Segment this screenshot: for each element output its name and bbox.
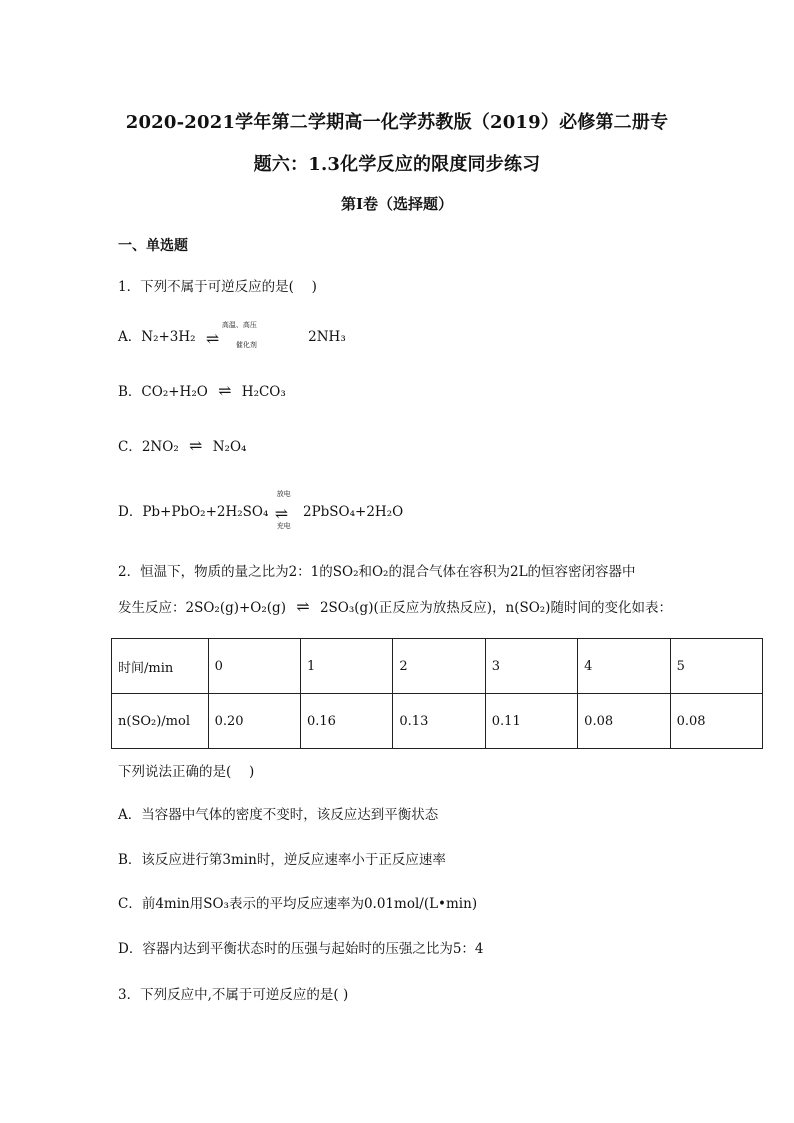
q1-option-a — [118, 320, 346, 350]
table-cell: 时间/min — [112, 639, 209, 694]
section-heading: 一、单选题 — [118, 238, 188, 254]
equation-right: N₂O₄ — [212, 439, 247, 455]
q2-prompt: 下列说法正确的是( ) — [118, 764, 255, 780]
option-label: A． — [118, 329, 142, 345]
equation-left: 2NO₂ — [141, 439, 179, 455]
reversible-arrow-icon: ⇌ — [205, 328, 220, 348]
stem-part-a: 发生反应：2SO₂(g)+O₂(g) — [118, 600, 286, 616]
q3-stem: 3．下列反应中,不属于可逆反应的是( ) — [118, 987, 349, 1003]
table-cell: 0.13 — [393, 694, 485, 749]
table-cell: 3 — [485, 639, 577, 694]
table-cell: 0 — [208, 639, 300, 694]
condition-bottom: 充电 — [276, 521, 291, 530]
q2-stem-line1: 2．恒温下，物质的量之比为2：1的SO₂和O₂的混合气体在容积为2L的恒容密闭容器中 — [118, 564, 636, 580]
equation-right: 2PbSO₄+2H₂O — [302, 504, 404, 520]
reversible-arrow-icon: ⇌ — [296, 597, 310, 616]
table-cell: 4 — [578, 639, 670, 694]
reversible-arrow-icon: ⇌ — [274, 503, 289, 523]
table-cell: 2 — [393, 639, 485, 694]
q1-option-d — [118, 489, 404, 530]
q1-option-b — [118, 380, 286, 400]
volume-heading: 第I卷（选择题） — [340, 195, 454, 213]
q2-option-a: A．当容器中气体的密度不变时，该反应达到平衡状态 — [118, 807, 439, 823]
table-cell: 1 — [301, 639, 393, 694]
condition-bottom: 催化剂 — [235, 340, 257, 349]
option-label: D． — [118, 504, 143, 520]
reversible-arrow-icon: ⇌ — [218, 381, 232, 400]
equation-right: 2NH₃ — [308, 329, 346, 345]
option-label: C． — [118, 439, 142, 455]
table-row-header — [112, 639, 763, 694]
charge-discharge-arrow — [273, 489, 299, 530]
stem-part-b: 2SO₃(g)(正反应为放热反应)，n(SO₂)随时间的变化如表： — [319, 600, 672, 616]
q2-option-d: D．容器内达到平衡状态时的压强与起始时的压强之比为5：4 — [118, 941, 484, 957]
equation-left: Pb+PbO₂+2H₂SO₄ — [142, 504, 269, 520]
condition-top: 高温、高压 — [221, 320, 257, 329]
table-cell: n(SO₂)/mol — [112, 694, 209, 749]
q1-option-c — [118, 435, 246, 455]
option-label: B． — [118, 384, 142, 400]
reversible-arrow-icon: ⇌ — [189, 436, 203, 455]
table-cell: 0.16 — [301, 694, 393, 749]
table-cell: 0.11 — [485, 694, 577, 749]
equation-right: H₂CO₃ — [241, 384, 286, 400]
equation-left: N₂+3H₂ — [141, 329, 196, 345]
q2-option-b: B．该反应进行第3min时，逆反应速率小于正反应速率 — [118, 852, 446, 868]
condition-top: 放电 — [276, 489, 291, 498]
table-row — [112, 694, 763, 749]
q2-option-c: C．前4min用SO₃表示的平均反应速率为0.01mol/(L•min) — [118, 896, 478, 912]
table-cell: 0.20 — [208, 694, 300, 749]
reversible-arrow-with-conditions — [200, 320, 304, 350]
table-cell: 0.08 — [578, 694, 670, 749]
table-cell: 0.08 — [670, 694, 762, 749]
doc-title-line2: 题六：1.3化学反应的限度同步练习 — [253, 154, 541, 175]
table-cell: 5 — [670, 639, 762, 694]
q2-stem-line2 — [118, 596, 672, 616]
data-table — [111, 638, 763, 749]
equation-left: CO₂+H₂O — [141, 384, 208, 400]
q1-stem: 1．下列不属于可逆反应的是( ) — [118, 279, 317, 295]
doc-title-line1: 2020-2021学年第二学期高一化学苏教版（2019）必修第二册专 — [125, 112, 669, 133]
